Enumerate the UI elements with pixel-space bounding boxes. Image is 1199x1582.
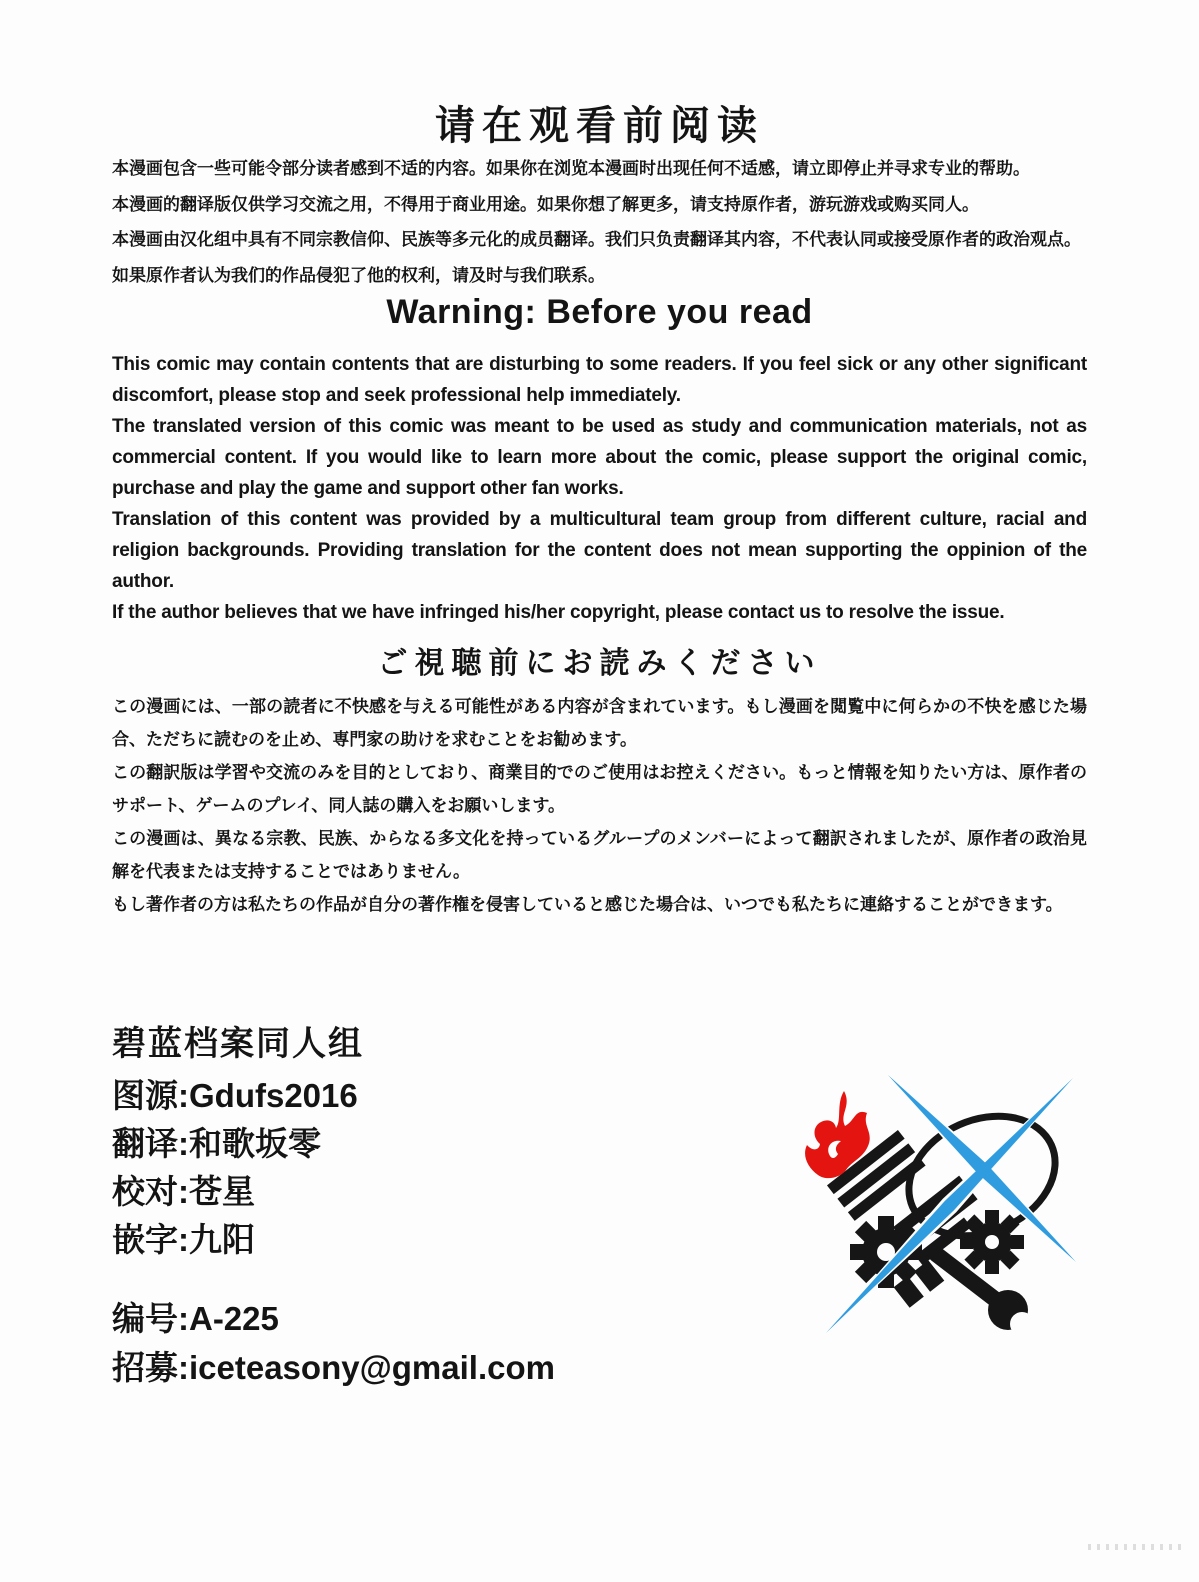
chinese-paragraph: 本漫画包含一些可能令部分读者感到不适的内容。如果你在浏览本漫画时出现任何不适感，请立即停止并寻求专业的帮助。 (112, 159, 1030, 178)
english-paragraph: If the author believes that we have infringed his/her copyright, please contact us to resolve the issue. (112, 602, 1005, 623)
english-paragraph: The translated version of this comic was meant to be used as study and communication materials, not as commercial content. If you would like to learn more about the comic, please support the original comic, purchase and play the game and support other fan works. (112, 416, 1087, 499)
chinese-title: 请在观看前阅读 (435, 104, 764, 148)
english-title: Warning: Before you read (386, 293, 813, 331)
group-logo (786, 1058, 1096, 1350)
japanese-paragraphs (112, 690, 1087, 921)
chinese-paragraph: 本漫画由汉化组中具有不同宗教信仰、民族等多元化的成员翻译。我们只负责翻译其内容，不代表认同或接受原作者的政治观点。 (112, 230, 1081, 249)
chinese-paragraph: 如果原作者认为我们的作品侵犯了他的权利，请及时与我们联系。 (112, 265, 605, 285)
japanese-paragraph: この漫画には、一部の読者に不快感を与える可能性がある内容が含まれています。もし漫画を閲覧中に何らかの不快を感じた場合、ただちに読むのを止め、専門家の助けを求むことをお勧めます。 (112, 697, 1087, 749)
english-paragraph: Translation of this content was provided by a multicultural team group from different culture, racial and religion backgrounds. Providing translation for the content does not mean supporting the oppinion of the author. (112, 509, 1087, 592)
credit-role-translator: 翻译:和歌坂零 (112, 1125, 321, 1162)
japanese-paragraph: この翻訳版は学習や交流のみを目的としており、商業目的でのご使用はお控えください。もっと情報を知りたい方は、原作者のサポート、ゲームのプレイ、同人誌の購入をお願いします。 (112, 763, 1087, 815)
group-name: 碧蓝档案同人组 (112, 1025, 364, 1063)
japanese-title: ご視聴前にお読みください (377, 647, 822, 680)
chinese-paragraphs (112, 151, 1087, 293)
credit-role-typesetter: 嵌字:九阳 (112, 1221, 255, 1258)
english-paragraph: This comic may contain contents that are disturbing to some readers. If you feel sick or any other significant discomfort, please stop and seek professional help immediately. (112, 354, 1087, 406)
japanese-paragraph: もし著作者の方は私たちの作品が自分の著作権を侵害していると感じた場合は、いつでも私たちに連絡することができます。 (112, 895, 1063, 914)
english-paragraphs (112, 349, 1087, 628)
recruit-email: 招募:iceteasony@gmail.com (112, 1349, 555, 1386)
faint-watermark (1088, 1544, 1182, 1550)
gear-right-icon (960, 1210, 1024, 1274)
japanese-paragraph: この漫画は、異なる宗教、民族、からなる多文化を持っているグループのメンバーによって翻訳されましたが、原作者の政治見解を代表または支持することではありません。 (112, 829, 1087, 881)
serial-number: 编号:A-225 (112, 1300, 279, 1337)
credit-role-source: 图源:Gdufs2016 (112, 1077, 358, 1114)
credit-role-proofreader: 校对:苍星 (112, 1173, 255, 1210)
chinese-paragraph: 本漫画的翻译版仅供学习交流之用，不得用于商业用途。如果你想了解更多，请支持原作者，游玩游戏或购买同人。 (112, 194, 979, 214)
